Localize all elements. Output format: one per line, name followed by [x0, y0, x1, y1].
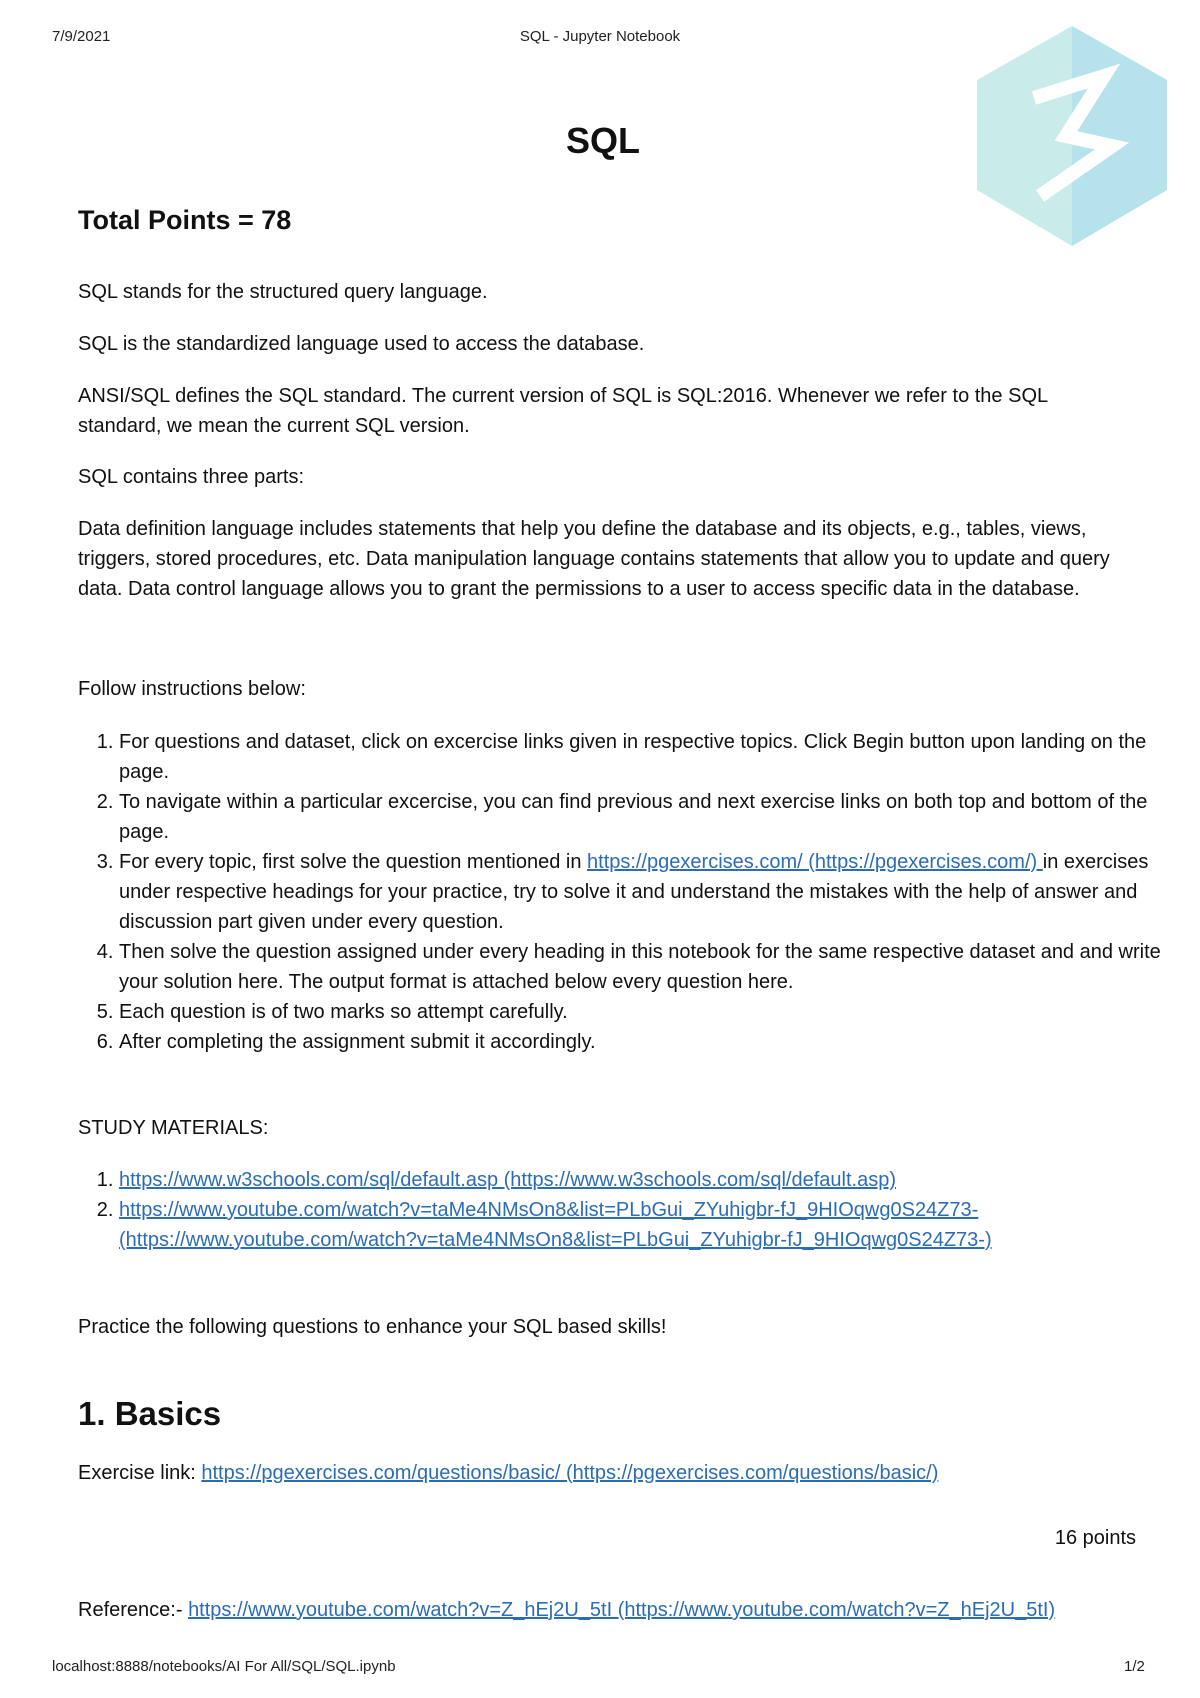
reference-label: Reference:- [78, 1599, 189, 1621]
youtube-playlist-link[interactable]: https://www.youtube.com/watch?v=taMe4NMsOn8&list=PLbGui_ZYuhigbr-fJ_9HIOqwg0S24Z73- (https://www.youtube.com/watch?v=taMe4NMsOn8&list=PLbGui_ZYuhigbr-fJ_9HIOqwg0S24Z73-) [119, 1199, 992, 1251]
list-item: 2. To navigate within a particular excercise, you can find previous and next exercise links on both top and bottom of the page. [119, 787, 1169, 847]
intro-paragraph-5: Data definition language includes statements that help you define the database and its objects, e.g., tables, views, triggers, stored procedures, etc. Data manipulation language contains statements that allow you to update and query data. Data control language allows you to grant the permissions to a user to access specific data in the database. [78, 518, 1110, 600]
list-item [119, 1195, 1169, 1255]
page-number: 1/2 [1124, 1658, 1145, 1675]
print-page-title: SQL - Jupyter Notebook [519, 28, 681, 45]
section-points: 16 points [1054, 1527, 1136, 1549]
intro-paragraph-2: SQL is the standardized language used to access the database. [78, 333, 645, 355]
list-item [119, 1165, 1169, 1195]
print-footer-url: localhost:8888/notebooks/AI For All/SQL/SQL.ipynb [52, 1658, 396, 1675]
study-materials-list [78, 1165, 1169, 1255]
list-item [119, 847, 1169, 937]
basics-exercise-link[interactable]: https://pgexercises.com/questions/basic/ (https://pgexercises.com/questions/basic/) [201, 1462, 939, 1484]
exercise-link-line [78, 1458, 1128, 1488]
list-item: 5. Each question is of two marks so attempt carefully. [119, 997, 1169, 1027]
instructions-list [78, 727, 1169, 1057]
print-date: 7/9/2021 [52, 28, 111, 45]
exercise-link-label: Exercise link: [78, 1462, 202, 1484]
list-item-text: For every topic, first solve the question mentioned in [119, 851, 588, 873]
intro-paragraph-1: SQL stands for the structured query language. [78, 281, 488, 303]
list-item: 6. After completing the assignment submit it accordingly. [119, 1027, 1169, 1057]
list-item: 4. Then solve the question assigned under every heading in this notebook for the same respective dataset and and write your solution here. The output format is attached below every question here. [119, 937, 1169, 997]
intro-paragraph-3: ANSI/SQL defines the SQL standard. The current version of SQL is SQL:2016. Whenever we refer to the SQL standard, we mean the current SQL version. [78, 385, 1048, 437]
intro-paragraph-4: SQL contains three parts: [78, 466, 305, 488]
total-points: Total Points = 78 [78, 205, 292, 235]
pgexercises-link[interactable]: https://pgexercises.com/ (https://pgexercises.com/) [587, 851, 1043, 873]
list-item: 1. For questions and dataset, click on excercise links given in respective topics. Click Begin button upon landing on the page. [119, 727, 1169, 787]
reference-line [78, 1595, 1128, 1625]
study-materials-heading: STUDY MATERIALS: [78, 1117, 269, 1139]
list-item-text: in exercises under respective headings for your practice, try to solve it and understand the mistakes with the help of answer and discussion part given under every question. [119, 851, 1149, 933]
w3schools-link[interactable]: https://www.w3schools.com/sql/default.asp (https://www.w3schools.com/sql/default.asp) [119, 1169, 897, 1191]
practice-text: Practice the following questions to enhance your SQL based skills! [78, 1316, 667, 1338]
section-heading-basics: 1. Basics [78, 1395, 222, 1432]
instructions-heading: Follow instructions below: [78, 678, 306, 700]
page-title: SQL [565, 120, 640, 161]
reference-video-link[interactable]: https://www.youtube.com/watch?v=Z_hEj2U_5tI (https://www.youtube.com/watch?v=Z_hEj2U_5tI) [188, 1599, 1056, 1621]
